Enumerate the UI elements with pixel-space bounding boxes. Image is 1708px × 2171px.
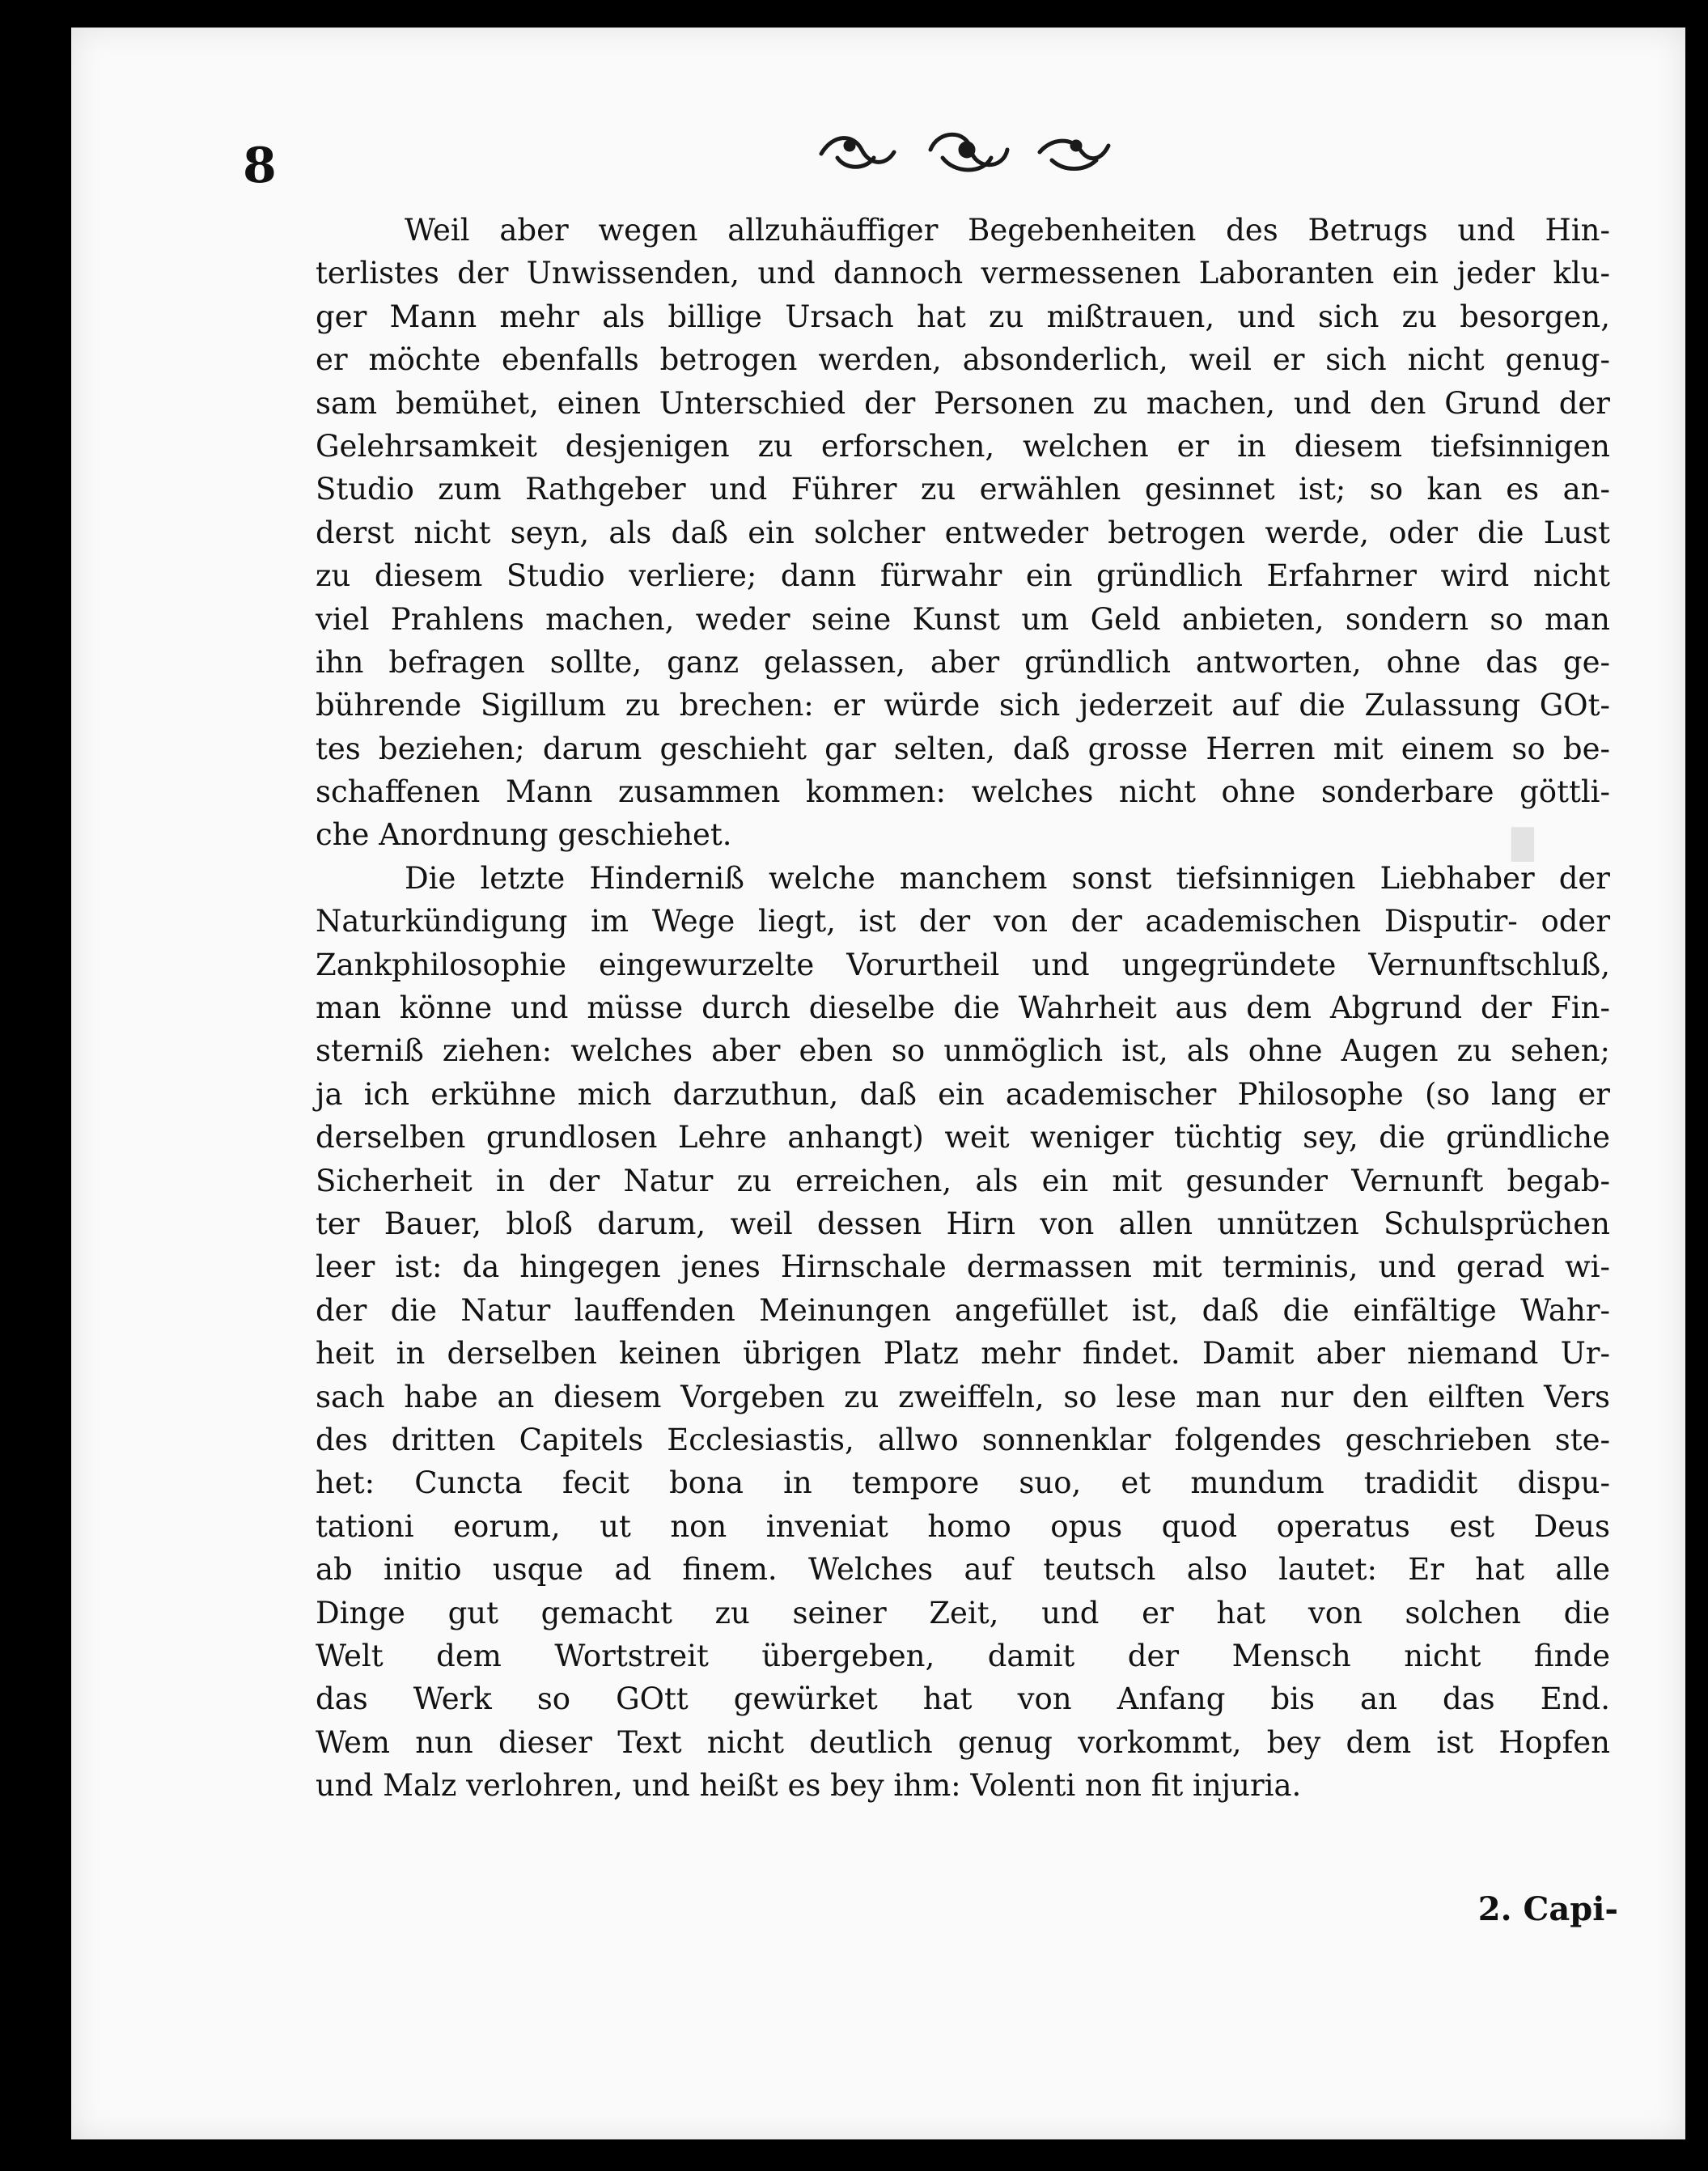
text-line: und Malz verlohren, und heißt es bey ihm: Volenti non fit injuria. <box>316 1768 1302 1804</box>
text-line: ger Mann mehr als billige Ursach hat zu mißtrauen, und sich zu besorgen, <box>316 299 1610 334</box>
text-line: bührende Sigillum zu brechen: er würde sich jederzeit auf die Zulassung GOt- <box>316 688 1610 723</box>
paragraph-2 <box>316 857 1610 1808</box>
text-line: der die Natur lauffenden Meinungen angefüllet ist, daß die einfältige Wahr- <box>316 1292 1610 1328</box>
text-line: Sicherheit in der Natur zu erreichen, als ein mit gesunder Vernunft begab- <box>316 1163 1610 1198</box>
body-text <box>316 209 1610 1807</box>
text-line: Gelehrsamkeit desjenigen zu erforschen, welchen er in diesem tiefsinnigen <box>316 428 1610 464</box>
text-line: sterniß ziehen: welches aber eben so unmöglich ist, als ohne Augen zu sehen; <box>316 1033 1610 1069</box>
text-line: Naturkündigung im Wege liegt, ist der von der academischen Disputir- oder <box>316 904 1610 939</box>
text-line: terlistes der Unwissenden, und dannoch vermessenen Laboranten ein jeder klu- <box>316 256 1610 291</box>
text-line: zu diesem Studio verliere; dann fürwahr ein gründlich Erfahrner wird nicht <box>316 558 1610 594</box>
text-line: Studio zum Rathgeber und Führer zu erwählen gesinnet ist; so kan es an- <box>316 472 1610 507</box>
text-line: ab initio usque ad finem. Welches auf teutsch also lautet: Er hat alle <box>316 1552 1610 1588</box>
text-line: Wem nun dieser Text nicht deutlich genug vorkommt, bey dem ist Hopfen <box>316 1724 1610 1760</box>
text-line: het: Cuncta fecit bona in tempore suo, et mundum tradidit dispu- <box>316 1465 1610 1501</box>
text-line: Welt dem Wortstreit übergeben, damit der Mensch nicht finde <box>316 1638 1610 1673</box>
text-line: derst nicht seyn, als daß ein solcher entweder betrogen werde, oder die Lust <box>316 515 1610 550</box>
text-line: sach habe an diesem Vorgeben zu zweiffeln, so lese man nur den eilften Vers <box>316 1379 1610 1414</box>
text-line: che Anordnung geschiehet. <box>316 817 732 853</box>
text-line: ter Bauer, bloß darum, weil dessen Hirn von allen unnützen Schulsprüchen <box>316 1206 1610 1241</box>
text-line: ja ich erkühne mich darzuthun, daß ein academischer Philosophe (so lang er <box>316 1076 1610 1112</box>
text-line: heit in derselben keinen übrigen Platz mehr findet. Damit aber niemand Ur- <box>316 1336 1610 1372</box>
text-line: Die letzte Hinderniß welche manchem sonst tiefsinnigen Liebhaber der <box>405 860 1610 896</box>
text-line: Zankphilosophie eingewurzelte Vorurtheil und ungegründete Vernunftschluß, <box>316 947 1610 982</box>
text-line: tationi eorum, ut non inveniat homo opus quod operatus est Deus <box>316 1508 1610 1544</box>
text-line: tes beziehen; darum geschieht gar selten, daß grosse Herren mit einem so be- <box>316 731 1610 766</box>
text-line: ihn befragen sollte, ganz gelassen, aber gründlich antworten, ohne das ge- <box>316 644 1610 680</box>
page-number: 8 <box>243 138 277 194</box>
catchword: 2. Capi- <box>1477 1890 1618 1928</box>
text-line: derselben grundlosen Lehre anhangt) weit weniger tüchtig sey, die gründliche <box>316 1120 1610 1155</box>
text-line: er möchte ebenfalls betrogen werden, absonderlich, weil er sich nicht genug- <box>316 342 1610 378</box>
ornament-icon <box>809 121 1117 178</box>
text-line: Weil aber wegen allzuhäuffiger Begebenheiten des Betrugs und Hin- <box>405 213 1610 248</box>
text-line: sam bemühet, einen Unterschied der Personen zu machen, und den Grund der <box>316 385 1610 421</box>
paragraph-1 <box>316 209 1610 857</box>
show-through-text: █ <box>1511 829 1534 862</box>
text-line: Dinge gut gemacht zu seiner Zeit, und er hat von solchen die <box>316 1595 1610 1630</box>
text-line: das Werk so GOtt gewürket hat von Anfang bis an das End. <box>316 1681 1610 1717</box>
text-line: viel Prahlens machen, weder seine Kunst um Geld anbieten, sondern so man <box>316 601 1610 637</box>
text-line: schaffenen Mann zusammen kommen: welches nicht ohne sonderbare göttli- <box>316 774 1610 810</box>
text-line: leer ist: da hingegen jenes Hirnschale dermassen mit terminis, und gerad wi- <box>316 1249 1610 1285</box>
text-line: des dritten Capitels Ecclesiastis, allwo sonnenklar folgendes geschrieben ste- <box>316 1422 1610 1457</box>
text-line: man könne und müsse durch dieselbe die Wahrheit aus dem Abgrund der Fin- <box>316 990 1610 1026</box>
